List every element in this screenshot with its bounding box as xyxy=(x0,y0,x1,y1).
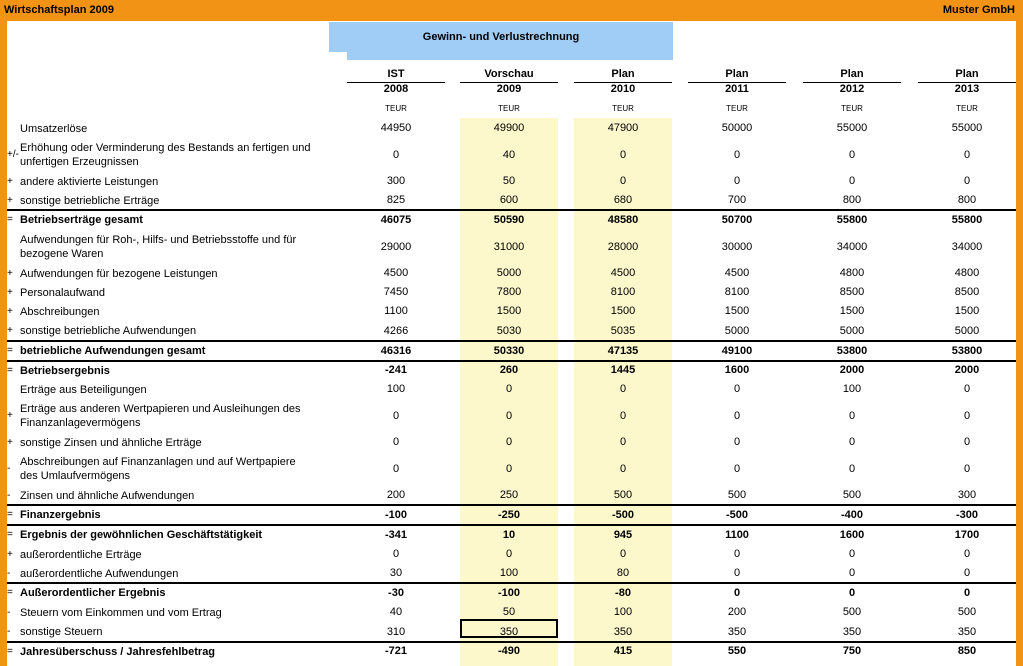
row-operator: + xyxy=(7,194,13,206)
table-cell[interactable]: 100 xyxy=(613,606,633,618)
table-cell[interactable]: 49900 xyxy=(493,122,525,134)
table-cell[interactable]: 0 xyxy=(619,462,627,475)
table-cell[interactable]: 0 xyxy=(848,148,856,161)
table-cell[interactable]: 80 xyxy=(616,567,630,579)
table-cell[interactable]: 100 xyxy=(386,383,406,395)
row-operator: - xyxy=(7,463,11,474)
column-year-label: 2013 xyxy=(954,83,980,95)
table-cell[interactable]: 550 xyxy=(727,645,747,657)
table-cell[interactable]: 44950 xyxy=(380,122,412,134)
table-cell[interactable]: 500 xyxy=(727,489,747,501)
row-label: Außerordentlicher Ergebnis xyxy=(20,587,166,599)
row-operator: - xyxy=(7,606,11,618)
row-operator: = xyxy=(7,587,13,598)
table-cell[interactable]: 0 xyxy=(848,548,856,560)
table-cell[interactable]: -500 xyxy=(611,508,635,521)
table-cell[interactable]: 310 xyxy=(386,625,406,638)
column-unit-label: TEUR xyxy=(726,104,748,113)
row-label: Jahresüberschuss / Jahresfehlbetrag xyxy=(20,645,216,658)
table-cell[interactable]: 55000 xyxy=(951,122,983,134)
table-cell[interactable]: 100 xyxy=(499,567,519,579)
table-cell[interactable]: 4800 xyxy=(954,267,980,279)
spreadsheet-area xyxy=(7,21,1016,666)
table-cell[interactable]: 4266 xyxy=(383,324,409,337)
table-cell[interactable]: 46316 xyxy=(380,344,412,357)
table-cell[interactable]: -80 xyxy=(615,586,631,599)
row-operator: = xyxy=(7,645,13,657)
table-cell[interactable]: 800 xyxy=(842,194,862,206)
table-cell[interactable]: 50590 xyxy=(493,213,525,226)
column-type-label: IST xyxy=(387,68,405,80)
row-operator: = xyxy=(7,345,13,356)
table-cell[interactable]: 0 xyxy=(392,436,400,448)
table-cell[interactable]: 0 xyxy=(733,567,741,579)
table-cell[interactable]: 7450 xyxy=(383,286,409,298)
table-cell[interactable]: -250 xyxy=(497,508,521,521)
row-operator: = xyxy=(7,364,13,376)
table-cell[interactable]: 0 xyxy=(733,462,741,475)
title-bar xyxy=(0,0,1023,21)
table-cell[interactable]: 28000 xyxy=(607,240,639,253)
table-cell[interactable]: 1500 xyxy=(839,305,865,317)
table-cell[interactable]: 825 xyxy=(386,194,406,206)
row-label: Betriebserträge gesamt xyxy=(20,214,143,226)
table-cell[interactable]: -241 xyxy=(384,364,408,376)
table-cell[interactable]: 0 xyxy=(619,548,627,560)
table-cell[interactable]: 0 xyxy=(505,409,513,422)
row-separator xyxy=(7,340,1016,342)
table-cell[interactable]: 4500 xyxy=(383,267,409,279)
table-cell[interactable]: 350 xyxy=(613,625,633,638)
table-cell[interactable]: 0 xyxy=(505,383,513,395)
row-operator: = xyxy=(7,214,13,225)
table-cell[interactable]: 0 xyxy=(619,383,627,395)
table-cell[interactable]: 0 xyxy=(733,436,741,448)
table-cell[interactable]: -490 xyxy=(497,645,521,657)
table-cell[interactable]: 8500 xyxy=(954,286,980,298)
section-header-box-tab xyxy=(347,52,673,60)
table-cell[interactable]: 0 xyxy=(392,462,400,475)
row-label: Steuern vom Einkommen und vom Ertrag xyxy=(20,606,222,619)
table-cell[interactable]: 0 xyxy=(733,383,741,395)
table-cell[interactable]: 0 xyxy=(619,409,627,422)
row-label: Finanzergebnis xyxy=(20,509,101,521)
table-cell[interactable]: 0 xyxy=(848,462,856,475)
company-name: Muster GmbH xyxy=(942,4,1015,16)
table-cell[interactable]: 5000 xyxy=(724,324,750,337)
column-type-label: Vorschau xyxy=(484,68,534,80)
table-cell[interactable]: 350 xyxy=(957,625,977,638)
table-cell[interactable]: 500 xyxy=(842,606,862,618)
row-separator xyxy=(7,641,1016,643)
table-cell[interactable]: 350 xyxy=(842,625,862,638)
table-cell[interactable]: 0 xyxy=(505,462,513,475)
column-unit-label: TEUR xyxy=(498,104,520,113)
row-operator: + xyxy=(7,286,13,298)
table-cell[interactable]: 0 xyxy=(505,436,513,448)
table-cell[interactable]: 30 xyxy=(389,567,403,579)
table-cell[interactable]: -100 xyxy=(497,586,521,599)
row-operator: + xyxy=(7,436,13,448)
table-cell[interactable]: 0 xyxy=(733,548,741,560)
table-cell[interactable]: 0 xyxy=(963,548,971,560)
table-cell[interactable]: 0 xyxy=(848,586,856,599)
table-cell[interactable]: 49100 xyxy=(721,344,753,357)
column-type-label: Plan xyxy=(725,68,749,80)
table-cell[interactable]: 4500 xyxy=(610,267,636,279)
table-cell[interactable]: 300 xyxy=(386,175,406,187)
table-cell[interactable]: -300 xyxy=(955,508,979,521)
table-cell[interactable]: 50000 xyxy=(721,122,753,134)
column-type-label: Plan xyxy=(955,68,979,80)
table-cell[interactable]: 500 xyxy=(957,606,977,618)
table-cell[interactable]: 0 xyxy=(963,586,971,599)
table-cell[interactable]: 0 xyxy=(963,409,971,422)
selected-cell[interactable] xyxy=(460,619,558,638)
table-cell[interactable]: 0 xyxy=(733,175,741,187)
column-unit-label: TEUR xyxy=(956,104,978,113)
table-cell[interactable]: 5000 xyxy=(496,267,522,279)
table-cell[interactable]: 0 xyxy=(963,436,971,448)
table-cell[interactable]: 1600 xyxy=(839,528,865,541)
row-label: Abschreibungen auf Finanzanlagen und auf Wertpapiere des Umlaufvermögens xyxy=(20,456,296,482)
table-cell[interactable]: 55800 xyxy=(951,213,983,226)
table-cell[interactable]: 8100 xyxy=(724,286,750,298)
column-type-label: Plan xyxy=(840,68,864,80)
row-operator: + xyxy=(7,305,13,317)
row-operator: - xyxy=(7,567,11,579)
table-cell[interactable]: 0 xyxy=(848,436,856,448)
table-cell[interactable]: 40 xyxy=(389,606,403,618)
row-separator xyxy=(7,360,1016,362)
row-label: sonstige betriebliche Aufwendungen xyxy=(20,325,197,337)
table-cell[interactable]: 48580 xyxy=(607,213,639,226)
table-cell[interactable]: 850 xyxy=(957,645,977,657)
table-cell[interactable]: 0 xyxy=(505,548,513,560)
table-cell[interactable]: 53800 xyxy=(951,344,983,357)
section-header: Gewinn- und Verlustrechnung xyxy=(422,31,580,43)
table-cell[interactable]: 2000 xyxy=(954,364,980,376)
table-cell[interactable]: 750 xyxy=(842,645,862,657)
table-cell[interactable]: 31000 xyxy=(493,240,525,253)
row-label: Erträge aus Beteiligungen xyxy=(20,383,147,396)
column-unit-label: TEUR xyxy=(385,104,407,113)
table-cell[interactable]: 0 xyxy=(733,409,741,422)
table-cell[interactable]: 250 xyxy=(499,489,519,501)
column-year-label: 2010 xyxy=(610,83,636,95)
table-cell[interactable]: 5000 xyxy=(954,324,980,337)
table-cell[interactable]: 47900 xyxy=(607,122,639,134)
table-cell[interactable]: 300 xyxy=(957,489,977,501)
table-cell[interactable]: 50700 xyxy=(721,213,753,226)
table-cell[interactable]: 0 xyxy=(619,148,627,161)
row-label: Umsatzerlöse xyxy=(20,122,88,135)
table-cell[interactable]: -30 xyxy=(388,586,404,599)
row-operator: - xyxy=(7,626,11,637)
table-cell[interactable]: 350 xyxy=(727,625,747,638)
table-cell[interactable]: 415 xyxy=(613,645,633,657)
row-operator: - xyxy=(7,489,11,501)
table-cell[interactable]: 34000 xyxy=(836,240,868,253)
table-cell[interactable]: 1500 xyxy=(724,305,750,317)
table-cell[interactable]: 0 xyxy=(963,567,971,579)
table-cell[interactable]: 500 xyxy=(613,489,633,501)
table-cell[interactable]: 200 xyxy=(727,606,747,618)
row-label: Aufwendungen für Roh-, Hilfs- und Betriebsstoffe und für bezogene Waren xyxy=(20,234,297,260)
row-operator: + xyxy=(7,175,13,187)
table-cell[interactable]: 55800 xyxy=(836,213,868,226)
table-cell[interactable]: 1600 xyxy=(724,364,750,376)
table-cell[interactable]: 0 xyxy=(848,567,856,579)
row-label: betriebliche Aufwendungen gesamt xyxy=(20,345,206,357)
column-year-label: 2008 xyxy=(383,83,409,95)
row-label: Erhöhung oder Verminderung des Bestands an fertigen und unfertigen Erzeugnissen xyxy=(20,142,311,168)
table-cell[interactable]: 1700 xyxy=(954,528,980,541)
table-cell[interactable]: 1500 xyxy=(496,305,522,317)
table-cell[interactable]: -500 xyxy=(725,508,749,521)
row-label: andere aktivierte Leistungen xyxy=(20,175,159,188)
column-type-label: Plan xyxy=(611,68,635,80)
table-cell[interactable]: 30000 xyxy=(721,240,753,253)
table-cell[interactable]: 680 xyxy=(613,194,633,206)
table-cell[interactable]: 50330 xyxy=(493,344,525,357)
table-cell[interactable]: 50 xyxy=(502,175,516,187)
row-operator: + xyxy=(7,410,13,421)
table-cell[interactable]: 4500 xyxy=(724,267,750,279)
row-separator xyxy=(7,524,1016,526)
row-label: Erträge aus anderen Wertpapieren und Ausleihungen des Finanzanlagevermögens xyxy=(20,403,301,429)
row-label: Ergebnis der gewöhnlichen Geschäftstätigkeit xyxy=(20,529,263,541)
table-cell[interactable]: 945 xyxy=(613,528,633,541)
table-cell[interactable]: 7800 xyxy=(496,286,522,298)
table-cell[interactable]: -721 xyxy=(384,645,408,657)
table-cell[interactable]: 350 xyxy=(499,625,519,638)
table-cell[interactable]: 1500 xyxy=(954,305,980,317)
table-cell[interactable]: 0 xyxy=(733,586,741,599)
row-operator: + xyxy=(7,548,13,560)
table-cell[interactable]: 10 xyxy=(502,528,516,541)
row-label: Aufwendungen für bezogene Leistungen xyxy=(20,267,218,280)
column-year-label: 2009 xyxy=(496,83,522,95)
row-operator: = xyxy=(7,529,13,540)
table-cell[interactable]: 50 xyxy=(502,606,516,618)
table-cell[interactable]: 1100 xyxy=(384,305,408,317)
table-cell[interactable]: 260 xyxy=(499,364,519,376)
row-label: Personalaufwand xyxy=(20,286,106,299)
column-year-label: 2012 xyxy=(839,83,865,95)
row-label: sonstige Steuern xyxy=(20,626,103,638)
table-cell[interactable]: 1500 xyxy=(610,305,636,317)
table-cell[interactable]: 0 xyxy=(619,436,627,448)
row-label: Abschreibungen xyxy=(20,305,100,318)
table-cell[interactable]: 200 xyxy=(386,489,406,501)
table-cell[interactable]: 47135 xyxy=(607,344,639,357)
row-label: sonstige Zinsen und ähnliche Erträge xyxy=(20,436,202,449)
table-cell[interactable]: 2000 xyxy=(839,364,865,376)
table-cell[interactable]: 500 xyxy=(842,489,862,501)
table-cell[interactable]: 0 xyxy=(848,175,856,187)
table-cell[interactable]: -100 xyxy=(384,508,408,521)
row-operator: + xyxy=(7,267,13,279)
table-cell[interactable]: -400 xyxy=(840,508,864,521)
table-cell[interactable]: 5035 xyxy=(610,324,636,337)
row-label: sonstige betriebliche Erträge xyxy=(20,194,160,207)
document-title: Wirtschaftsplan 2009 xyxy=(4,4,114,16)
table-cell[interactable]: 0 xyxy=(392,548,400,560)
table-cell[interactable]: 600 xyxy=(499,194,519,206)
column-unit-label: TEUR xyxy=(841,104,863,113)
table-cell[interactable]: 0 xyxy=(392,148,400,161)
table-cell[interactable]: 0 xyxy=(619,175,627,187)
table-cell[interactable]: 1100 xyxy=(725,528,749,541)
table-cell[interactable]: 8500 xyxy=(839,286,865,298)
table-cell[interactable]: 0 xyxy=(963,148,971,161)
row-label: außerordentliche Erträge xyxy=(20,548,142,561)
row-operator: + xyxy=(7,325,13,336)
table-cell[interactable]: 800 xyxy=(957,194,977,206)
row-separator xyxy=(7,209,1016,211)
table-cell[interactable]: 0 xyxy=(963,383,971,395)
table-cell[interactable]: 0 xyxy=(392,409,400,422)
table-cell[interactable]: -341 xyxy=(384,528,408,541)
table-cell[interactable]: 0 xyxy=(848,409,856,422)
table-cell[interactable]: 0 xyxy=(963,175,971,187)
row-separator xyxy=(7,504,1016,506)
table-cell[interactable]: 0 xyxy=(963,462,971,475)
row-separator xyxy=(7,582,1016,584)
table-cell[interactable]: 29000 xyxy=(380,240,412,253)
table-cell[interactable]: 5000 xyxy=(839,324,865,337)
row-label: außerordentliche Aufwendungen xyxy=(20,567,179,580)
table-cell[interactable]: 4800 xyxy=(839,267,865,279)
column-year-label: 2011 xyxy=(725,83,749,95)
table-cell[interactable]: 8100 xyxy=(610,286,636,298)
column-unit-label: TEUR xyxy=(612,104,634,113)
table-cell[interactable]: 100 xyxy=(842,383,862,395)
table-cell[interactable]: 46075 xyxy=(380,213,412,226)
table-cell[interactable]: 53800 xyxy=(836,344,868,357)
table-cell[interactable]: 40 xyxy=(502,148,516,161)
row-label: Zinsen und ähnliche Aufwendungen xyxy=(20,489,195,502)
table-cell[interactable]: 1445 xyxy=(610,364,636,376)
table-cell[interactable]: 0 xyxy=(733,148,741,161)
row-label: Betriebsergebnis xyxy=(20,364,110,377)
table-cell[interactable]: 55000 xyxy=(836,122,868,134)
row-operator: = xyxy=(7,509,13,520)
table-cell[interactable]: 34000 xyxy=(951,240,983,253)
table-cell[interactable]: 5030 xyxy=(496,324,522,337)
row-operator: +/- xyxy=(7,149,19,160)
table-cell[interactable]: 700 xyxy=(727,194,747,206)
